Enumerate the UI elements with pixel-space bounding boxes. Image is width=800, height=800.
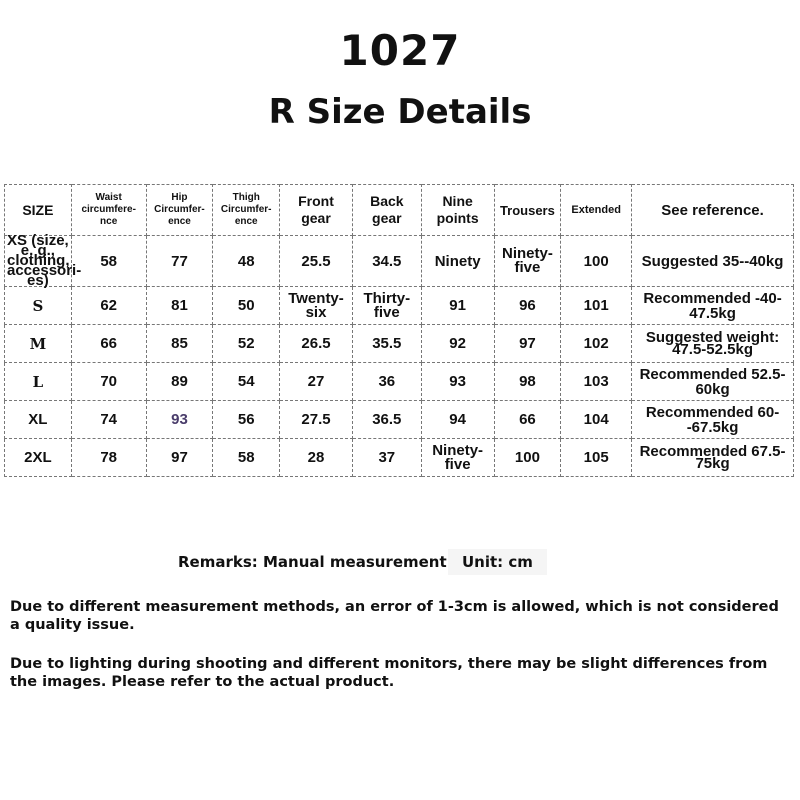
extended-cell: 101 [561, 287, 632, 325]
header-trousers: Trousers [494, 185, 561, 236]
table-row [5, 439, 794, 477]
nine-points-cell: 91 [421, 287, 494, 325]
reference-cell: Suggested weight: 47.5-52.5kg [632, 325, 794, 363]
table-row [5, 401, 794, 439]
trousers-cell: Ninety-five [494, 236, 561, 287]
waist-cell: 78 [71, 439, 146, 477]
hip-cell: 89 [146, 363, 213, 401]
thigh-cell: 50 [213, 287, 280, 325]
size-cell: 2XL [5, 439, 72, 477]
table-header-row [5, 185, 794, 236]
thigh-cell: 56 [213, 401, 280, 439]
waist-cell: 70 [71, 363, 146, 401]
remarks-label: Remarks: Manual measurement [178, 553, 447, 571]
hip-cell: 77 [146, 236, 213, 287]
front-gear-cell: 27 [280, 363, 353, 401]
extended-cell: 102 [561, 325, 632, 363]
trousers-cell: 100 [494, 439, 561, 477]
waist-cell: 66 [71, 325, 146, 363]
trousers-cell: 97 [494, 325, 561, 363]
page-title: R Size Details [268, 92, 532, 132]
hip-cell: 81 [146, 287, 213, 325]
back-gear-cell: 37 [352, 439, 421, 477]
front-gear-cell: 25.5 [280, 236, 353, 287]
hip-cell: 85 [146, 325, 213, 363]
thigh-cell: 48 [213, 236, 280, 287]
thigh-cell: 54 [213, 363, 280, 401]
hip-cell: 93 [146, 401, 213, 439]
table-row [5, 325, 794, 363]
product-code: 1027 [339, 26, 461, 75]
thigh-cell: 52 [213, 325, 280, 363]
back-gear-cell: 34.5 [352, 236, 421, 287]
thigh-cell: 58 [213, 439, 280, 477]
size-cell: S [5, 287, 72, 325]
front-gear-cell: Twenty-six [280, 287, 353, 325]
nine-points-cell: 92 [421, 325, 494, 363]
extended-cell: 100 [561, 236, 632, 287]
trousers-cell: 96 [494, 287, 561, 325]
trousers-cell: 98 [494, 363, 561, 401]
header-front-gear: Front gear [280, 185, 353, 236]
unit-label: Unit: cm [448, 549, 547, 575]
extended-cell: 105 [561, 439, 632, 477]
reference-cell: Suggested 35--40kg [632, 236, 794, 287]
table-row [5, 287, 794, 325]
header-nine-points: Nine points [421, 185, 494, 236]
size-table [4, 184, 794, 477]
header-hip: Hip Circumfer-ence [146, 185, 213, 236]
waist-cell: 62 [71, 287, 146, 325]
extended-cell: 104 [561, 401, 632, 439]
reference-cell: Recommended 52.5-60kg [632, 363, 794, 401]
header-waist: Waist circumfere-nce [71, 185, 146, 236]
size-cell: M [5, 325, 72, 363]
extended-cell: 103 [561, 363, 632, 401]
back-gear-cell: 36.5 [352, 401, 421, 439]
header-size: SIZE [5, 185, 72, 236]
size-cell: XL [5, 401, 72, 439]
nine-points-cell: Ninety-five [421, 439, 494, 477]
reference-cell: Recommended 60--67.5kg [632, 401, 794, 439]
back-gear-cell: Thirty-five [352, 287, 421, 325]
measurement-note: Due to different measurement methods, an error of 1-3cm is allowed, which is not considered a quality issue. [10, 599, 779, 633]
size-cell: L [5, 363, 72, 401]
front-gear-cell: 28 [280, 439, 353, 477]
header-thigh: Thigh Circumfer-ence [213, 185, 280, 236]
waist-cell: 58 [71, 236, 146, 287]
table-row [5, 363, 794, 401]
reference-cell: Recommended -40-47.5kg [632, 287, 794, 325]
header-back-gear: Back gear [352, 185, 421, 236]
header-extended: Extended [561, 185, 632, 236]
waist-cell: 74 [71, 401, 146, 439]
back-gear-cell: 35.5 [352, 325, 421, 363]
nine-points-cell: 93 [421, 363, 494, 401]
table-row [5, 236, 794, 287]
lighting-note: Due to lighting during shooting and different monitors, there may be slight differences from the images. Please refer to the actual product. [10, 656, 768, 690]
size-cell: XS (size, e. g., clothing, accessori-es) [5, 236, 72, 287]
trousers-cell: 66 [494, 401, 561, 439]
reference-cell: Recommended 67.5-75kg [632, 439, 794, 477]
nine-points-cell: Ninety [421, 236, 494, 287]
hip-cell: 97 [146, 439, 213, 477]
back-gear-cell: 36 [352, 363, 421, 401]
nine-points-cell: 94 [421, 401, 494, 439]
front-gear-cell: 27.5 [280, 401, 353, 439]
front-gear-cell: 26.5 [280, 325, 353, 363]
header-reference: See reference. [632, 185, 794, 236]
